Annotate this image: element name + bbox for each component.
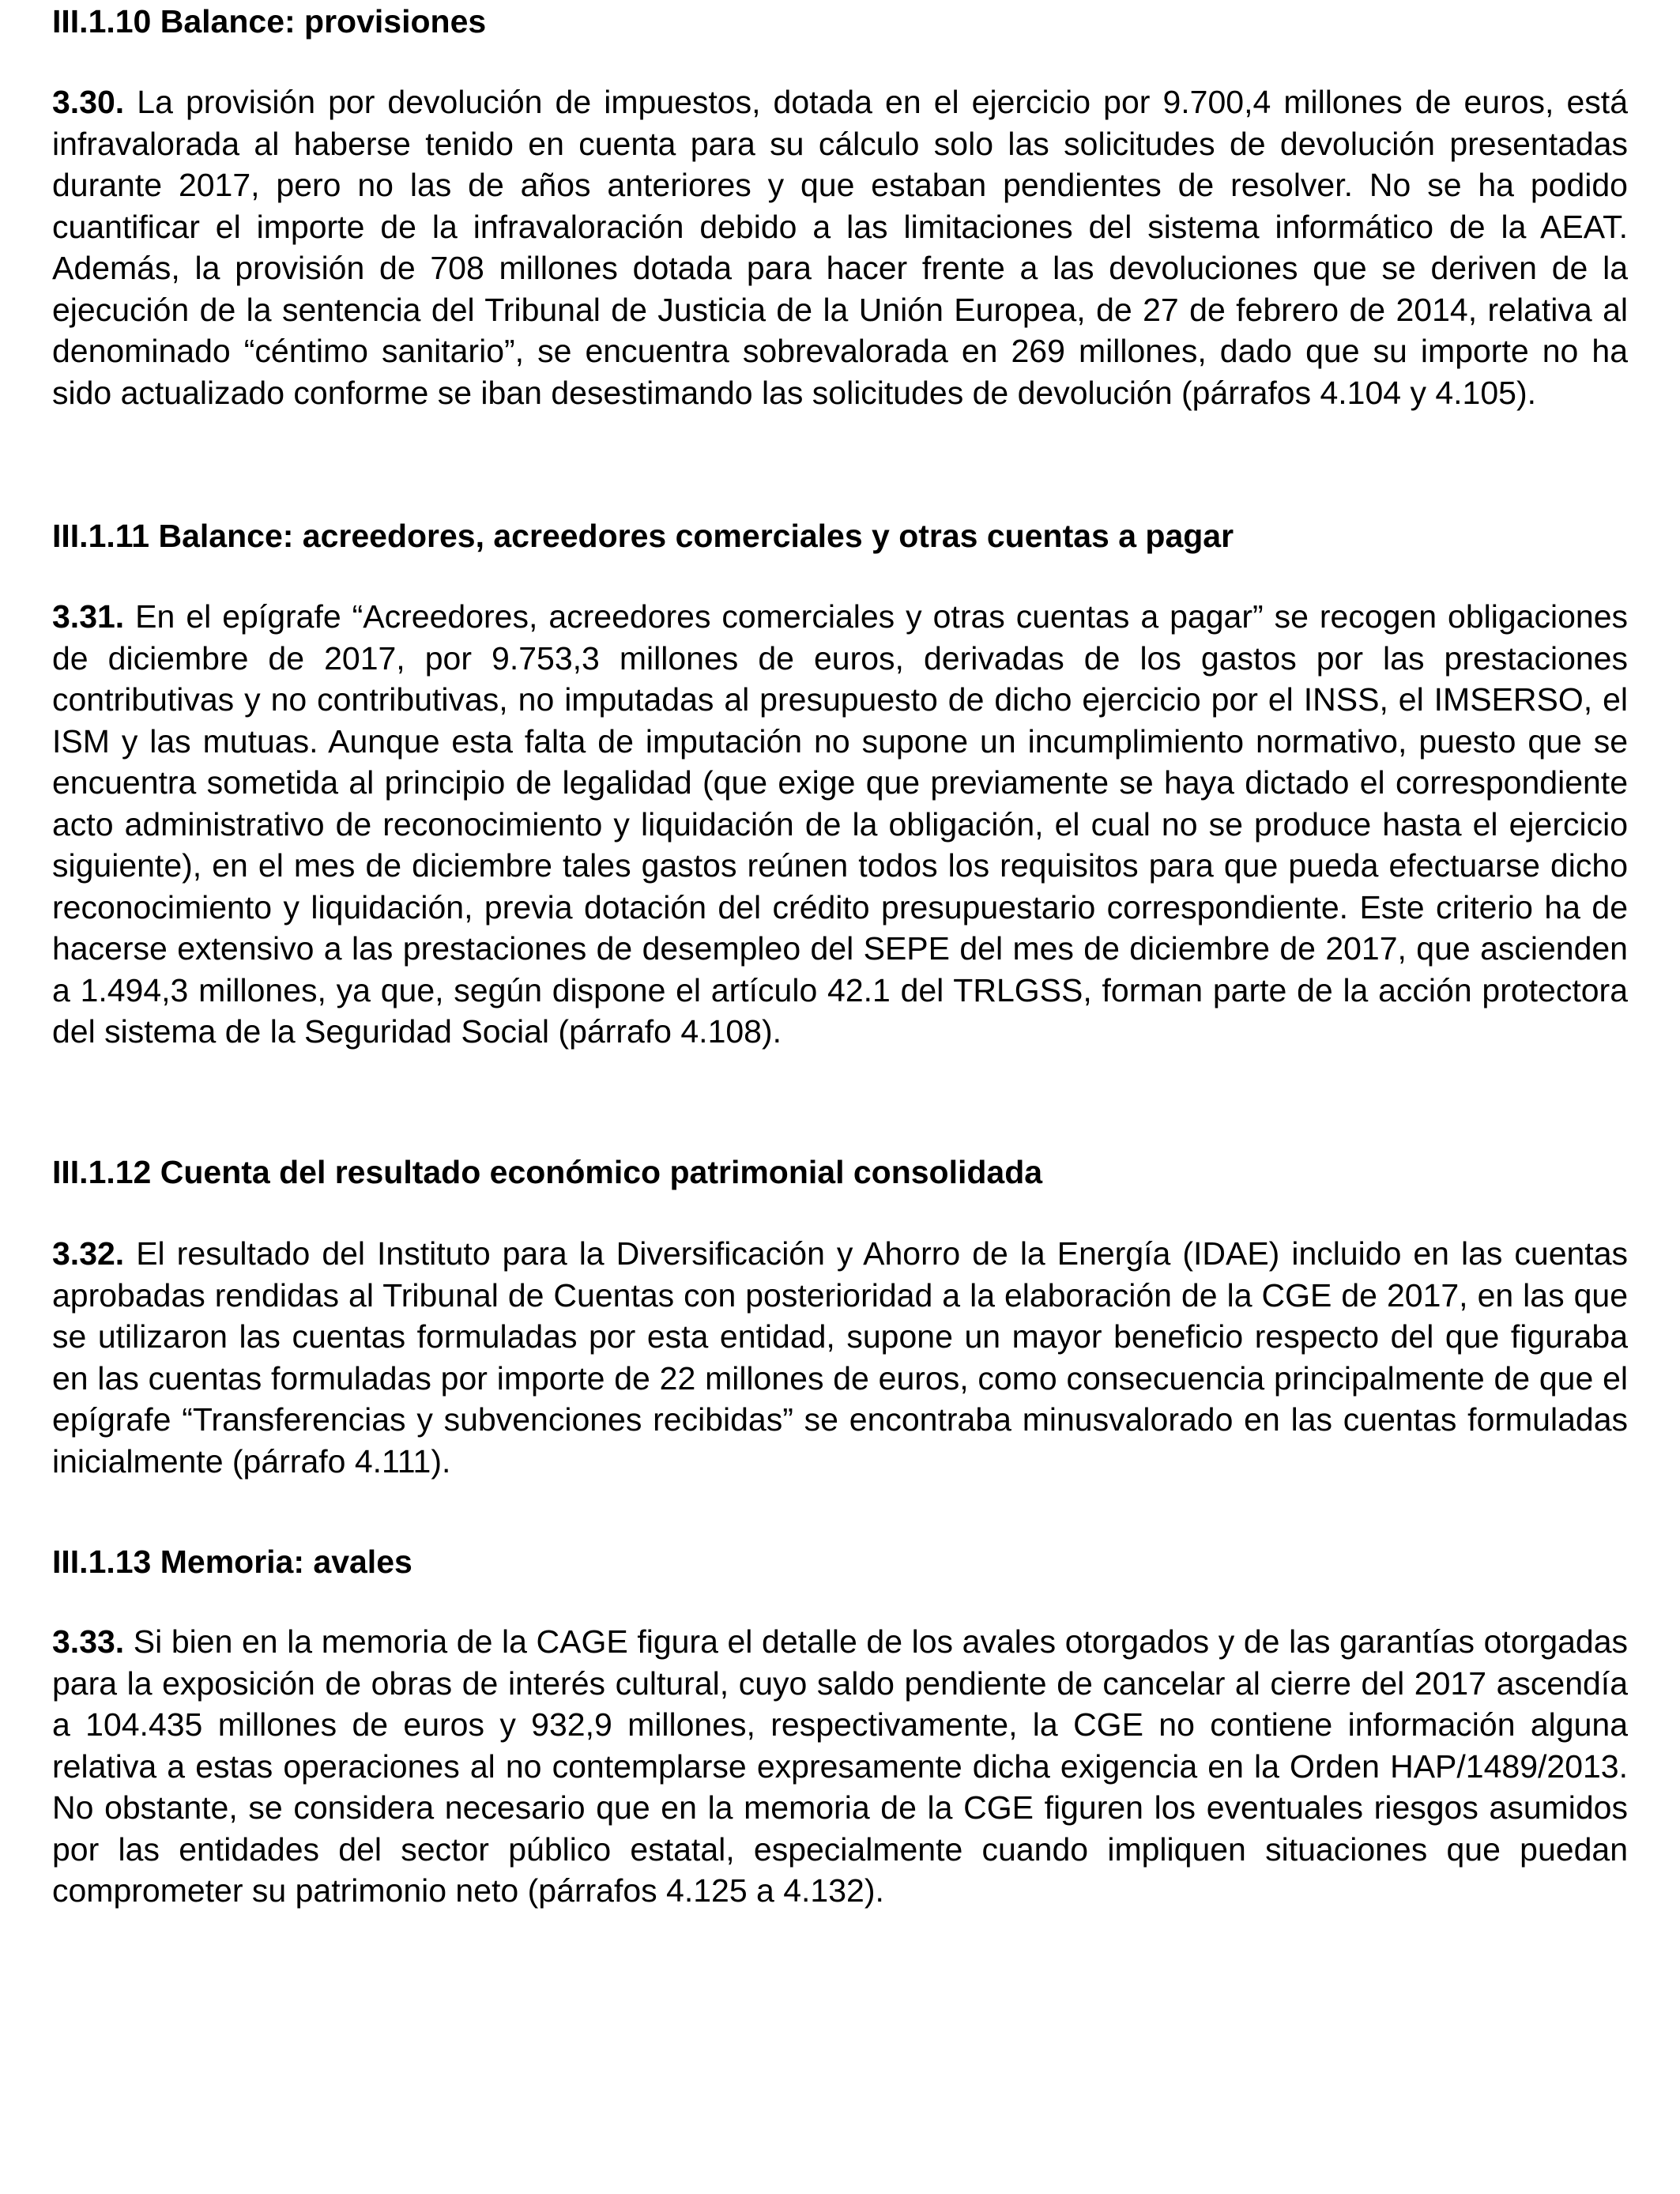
paragraph-text: La provisión por devolución de impuestos, dotada en el ejercicio por 9.700,4 millones de euros, está infravalorada al haberse tenido en cuenta para su cálculo solo las solicitudes de devolución presentadas durante 2017, pero no las de años anteriores y que estaban pendientes de resolver. No se ha podido cuantificar el importe de la infravaloración debido a las limitaciones del sistema informático de la AEAT. Además, la provisión de 708 millones dotada para hacer frente a las devoluciones que se deriven de la ejecución de la sentencia del Tribunal de Justicia de la Unión Europea, de 27 de febrero de 2014, relativa al denominado “céntimo sanitario”, se encuentra sobrevalorada en 269 millones, dado que su importe no ha sido actualizado conforme se iban desestimando las solicitudes de devolución (párrafos 4.104 y 4.105). (52, 84, 1628, 411)
paragraph-number: 3.32. (52, 1235, 125, 1272)
paragraph-3-30 (52, 81, 1628, 413)
paragraph-number: 3.31. (52, 598, 125, 635)
section-heading-provisiones: III.1.10 Balance: provisiones (52, 3, 487, 40)
paragraph-text: El resultado del Instituto para la Diversificación y Ahorro de la Energía (IDAE) incluido en las cuentas aprobadas rendidas al Tribunal de Cuentas con posterioridad a la elaboración de la CGE de 2017, en las que se utilizaron las cuentas formuladas por esta entidad, supone un mayor beneficio respecto del que figuraba en las cuentas formuladas por importe de 22 millones de euros, como consecuencia principalmente de que el epígrafe “Transferencias y subvenciones recibidas” se encontraba minusvalorado en las cuentas formuladas inicialmente (párrafo 4.111). (52, 1235, 1628, 1480)
section-heading-cuenta-resultado: III.1.12 Cuenta del resultado económico patrimonial consolidada (52, 1154, 1043, 1190)
paragraph-3-32 (52, 1233, 1628, 1482)
paragraph-3-31 (52, 596, 1628, 1053)
section-heading-acreedores: III.1.11 Balance: acreedores, acreedores comerciales y otras cuentas a pagar (52, 518, 1234, 554)
paragraph-3-33 (52, 1621, 1628, 1912)
paragraph-text: En el epígrafe “Acreedores, acreedores comerciales y otras cuentas a pagar” se recogen obligaciones de diciembre de 2017, por 9.753,3 millones de euros, derivadas de los gastos por las prestaciones contributivas y no contributivas, no imputadas al presupuesto de dicho ejercicio por el INSS, el IMSERSO, el ISM y las mutuas. Aunque esta falta de imputación no supone un incumplimiento normativo, puesto que se encuentra sometida al principio de legalidad (que exige que previamente se haya dictado el correspondiente acto administrativo de reconocimiento y liquidación de la obligación, el cual no se produce hasta el ejercicio siguiente), en el mes de diciembre tales gastos reúnen todos los requisitos para que pueda efectuarse dicho reconocimiento y liquidación, previa dotación del crédito presupuestario correspondiente. Este criterio ha de hacerse extensivo a las prestaciones de desempleo del SEPE del mes de diciembre de 2017, que ascienden a 1.494,3 millones, ya que, según dispone el artículo 42.1 del TRLGSS, forman parte de la acción protectora del sistema de la Seguridad Social (párrafo 4.108). (52, 598, 1628, 1050)
paragraph-number: 3.33. (52, 1623, 125, 1660)
paragraph-number: 3.30. (52, 84, 125, 120)
paragraph-text: Si bien en la memoria de la CAGE figura el detalle de los avales otorgados y de las garantías otorgadas para la exposición de obras de interés cultural, cuyo saldo pendiente de cancelar al cierre del 2017 ascendía a 104.435 millones de euros y 932,9 millones, respectivamente, la CGE no contiene información alguna relativa a estas operaciones al no contemplarse expresamente dicha exigencia en la Orden HAP/1489/2013. No obstante, se considera necesario que en la memoria de la CGE figuren los eventuales riesgos asumidos por las entidades del sector público estatal, especialmente cuando impliquen situaciones que puedan comprometer su patrimonio neto (párrafos 4.125 a 4.132). (52, 1623, 1628, 1909)
section-heading-avales: III.1.13 Memoria: avales (52, 1544, 412, 1580)
